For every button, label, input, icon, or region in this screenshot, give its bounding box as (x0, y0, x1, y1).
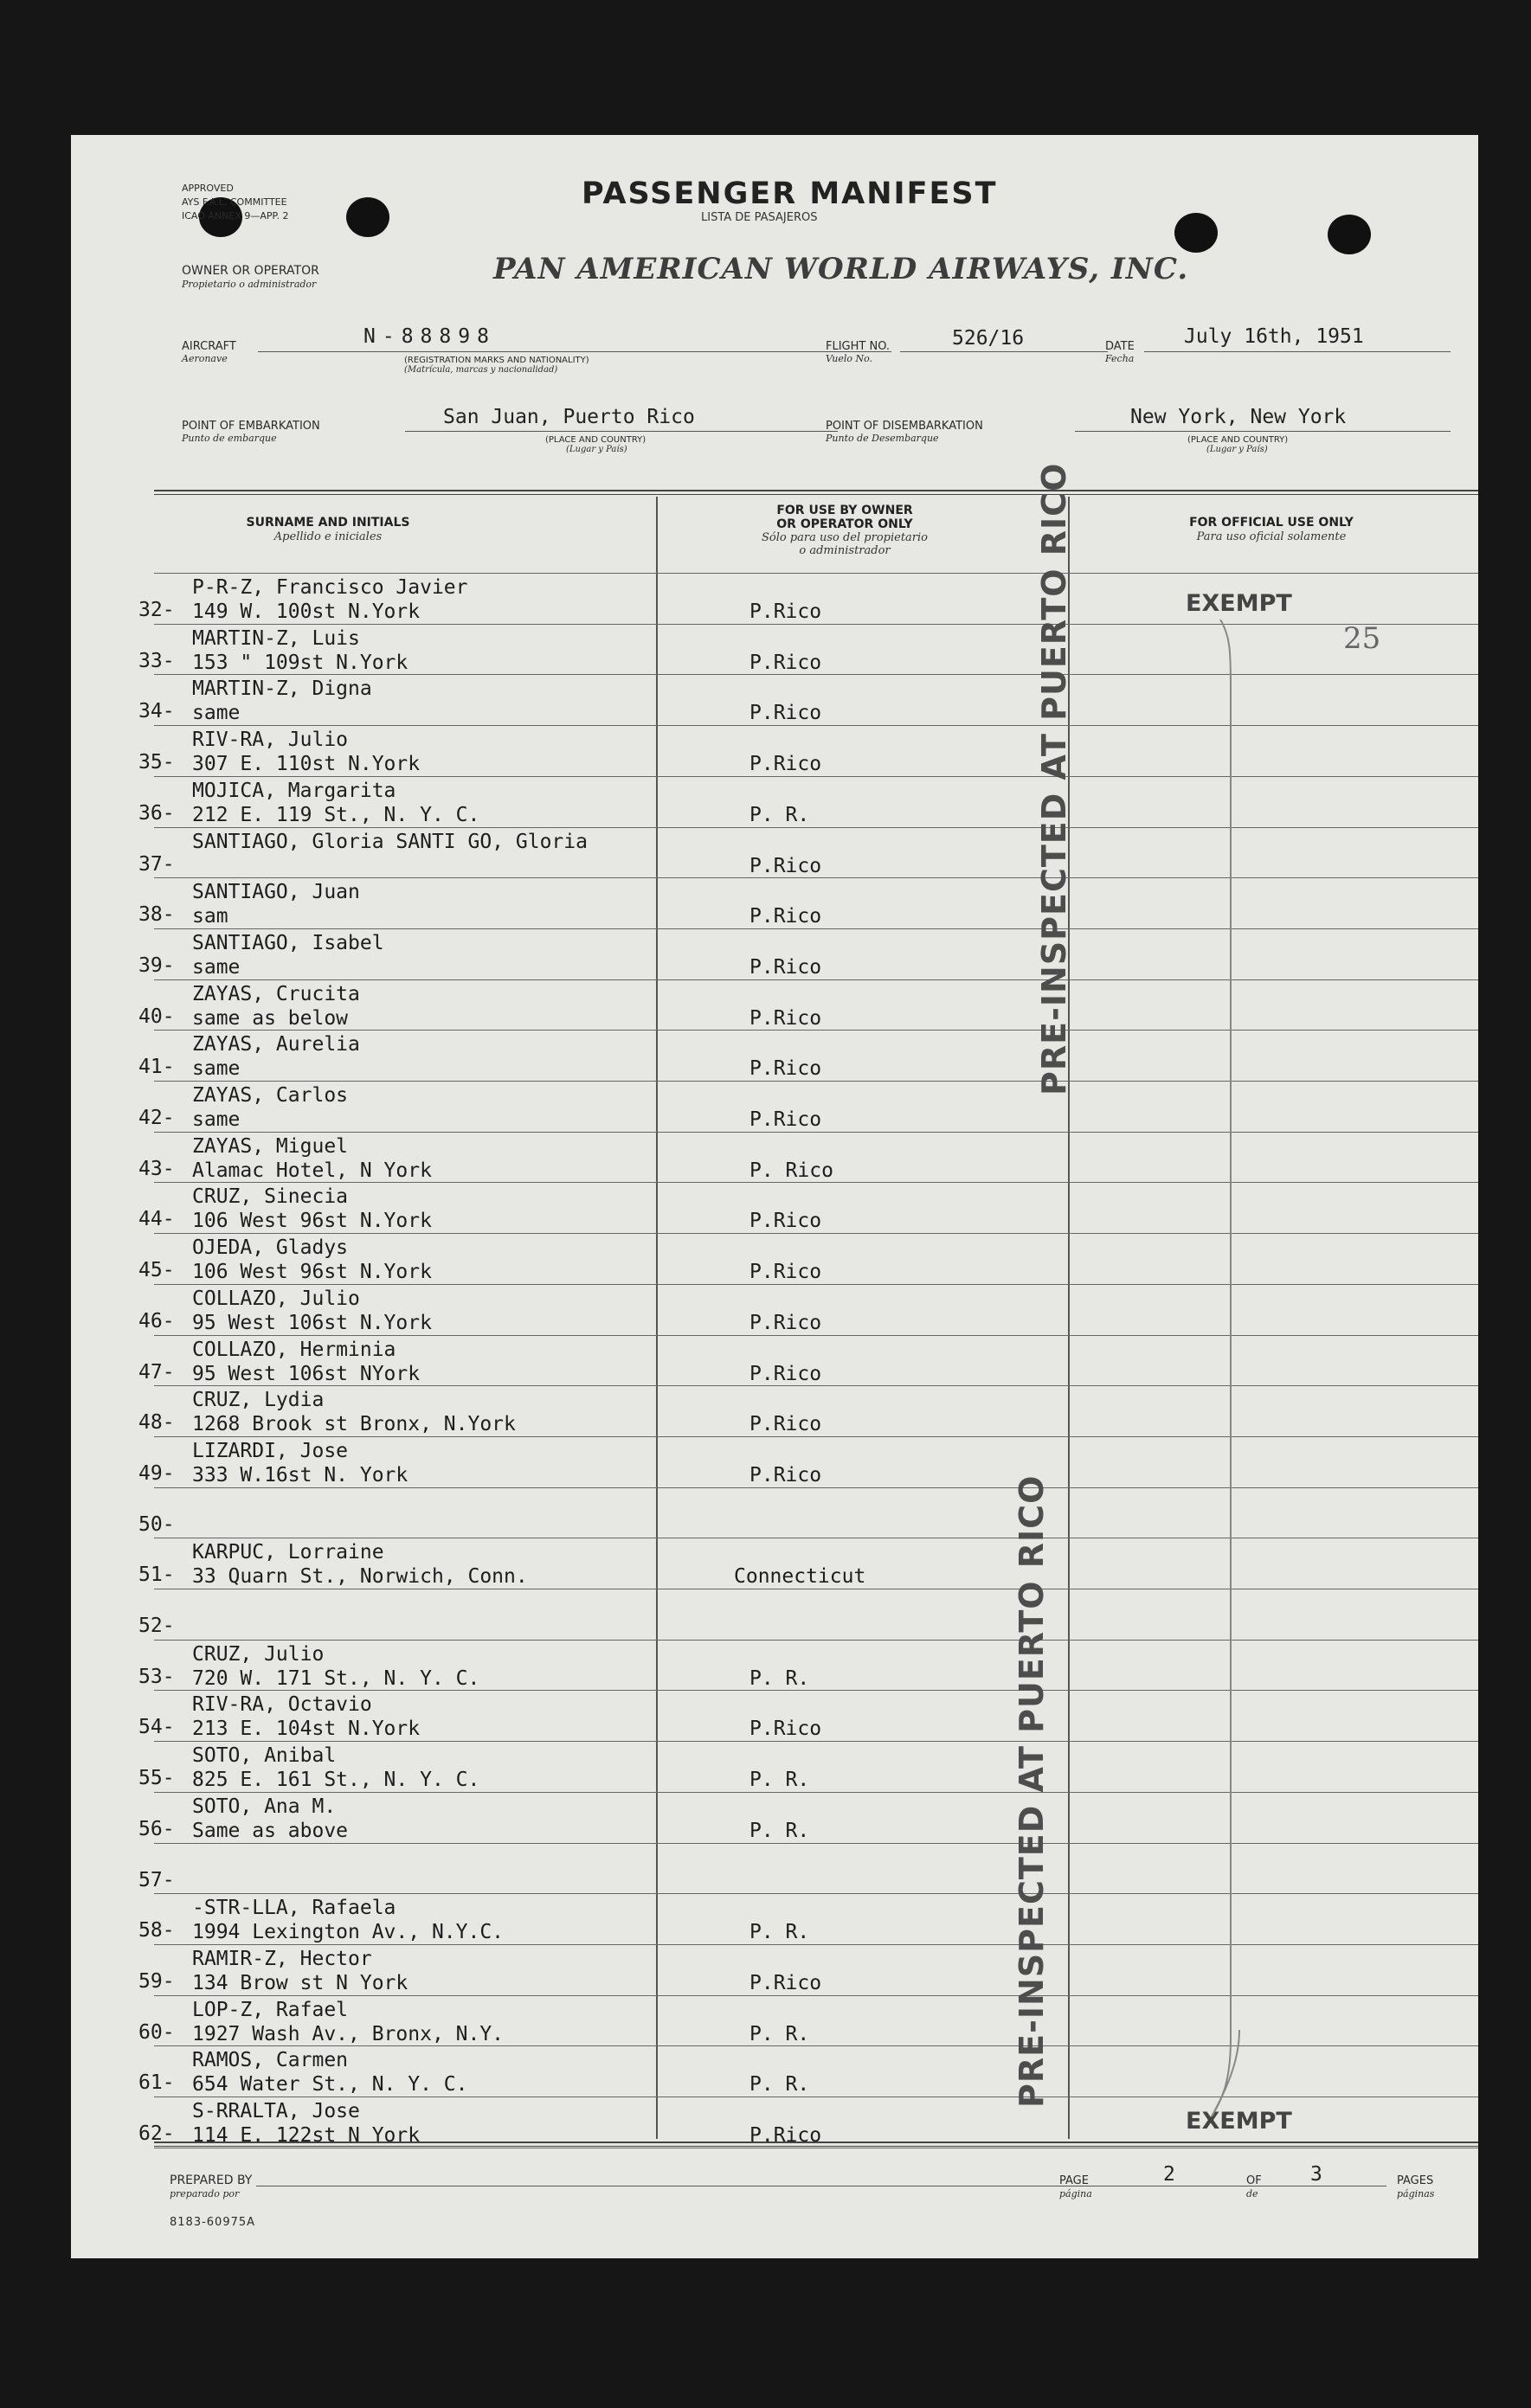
passenger-name: LOP-Z, Rafael (192, 1999, 349, 2021)
passenger-address: 307 E. 110st N.York (192, 753, 421, 775)
passenger-address: 114 E. 122st N York (192, 2124, 421, 2147)
disembark-place-note-es: (Lugar y País) (1206, 445, 1268, 454)
punch-hole (1328, 215, 1371, 254)
operator-note: P.Rico (749, 753, 822, 775)
official-count: 25 (1343, 621, 1381, 656)
row-number: 58- (138, 1919, 175, 1942)
passenger-address: 1927 Wash Av., Bronx, N.Y. (192, 2023, 505, 2045)
row-number: 36- (138, 802, 175, 825)
col-surname-head: SURNAME AND INITIALS (246, 516, 410, 530)
of-label: OF (1246, 2174, 1262, 2187)
row-number: 59- (138, 1970, 175, 1993)
row-number: 33- (138, 650, 175, 672)
flight-label-es: Vuelo No. (826, 353, 873, 364)
flight-label: FLIGHT NO. (826, 340, 891, 353)
passenger-name: S-RRALTA, Jose (192, 2100, 360, 2122)
aircraft-note-es: (Matrícula, marcas y nacionalidad) (404, 365, 558, 375)
embark-place-note: (PLACE AND COUNTRY) (545, 435, 646, 445)
punch-hole (346, 197, 389, 237)
operator-note: P.Rico (749, 1108, 822, 1131)
passenger-address: 149 W. 100st N.York (192, 600, 421, 623)
operator-note: P.Rico (749, 1413, 822, 1435)
operator-note: P.Rico (749, 702, 822, 724)
exempt-stamp-top: EXEMPT (1186, 590, 1292, 617)
owner-label-es: Propietario o administrador (182, 279, 317, 290)
col-official-head-es: Para uso oficial solamente (1196, 530, 1347, 543)
passenger-name: ZAYAS, Crucita (192, 983, 360, 1005)
passenger-address: same (192, 1108, 241, 1131)
passenger-address: 106 West 96st N.York (192, 1261, 432, 1283)
passenger-address: 1268 Brook st Bronx, N.York (192, 1413, 516, 1435)
passenger-address: same (192, 1057, 241, 1080)
row-number: 35- (138, 751, 175, 774)
embark-label-es: Punto de embarque (182, 433, 277, 444)
preinspected-stamp-2: PRE-INSPECTED AT PUERTO RICO (1013, 1474, 1051, 2108)
prepared-label-es: preparado por (170, 2188, 240, 2199)
disembark-value: New York, New York (1130, 406, 1347, 428)
passenger-address: 33 Quarn St., Norwich, Conn. (192, 1565, 528, 1588)
row-number: 32- (138, 599, 175, 621)
passenger-address: 654 Water St., N. Y. C. (192, 2073, 468, 2096)
row-number: 55- (138, 1767, 175, 1789)
col-operator-head-2: OR OPERATOR ONLY (776, 517, 913, 531)
row-number: 56- (138, 1818, 175, 1840)
operator-note: P. R. (749, 1921, 810, 1943)
operator-note: P.Rico (749, 1007, 822, 1030)
operator-note: P.Rico (749, 1312, 822, 1334)
operator-note: P. R. (749, 2073, 810, 2096)
operator-note: P.Rico (749, 1210, 822, 1232)
pages-label: PAGES (1397, 2174, 1434, 2187)
date-label: DATE (1105, 340, 1135, 353)
col-operator-head-1: FOR USE BY OWNER (776, 504, 913, 517)
passenger-name: SOTO, Anibal (192, 1744, 337, 1767)
passenger-name: ZAYAS, Carlos (192, 1084, 349, 1107)
passenger-name: SANTIAGO, Isabel (192, 932, 384, 954)
pages-label-es: páginas (1397, 2188, 1435, 2199)
passenger-address: 95 West 106st N.York (192, 1312, 432, 1334)
date-label-es: Fecha (1105, 353, 1135, 364)
row-number: 51- (138, 1564, 175, 1586)
passenger-address: Same as above (192, 1820, 349, 1842)
flight-value: 526/16 (952, 327, 1025, 350)
operator-note: P. R. (749, 1667, 810, 1690)
passenger-name: SOTO, Ana M. (192, 1795, 337, 1818)
manifest-page (71, 135, 1478, 2258)
passenger-address: 212 E. 119 St., N. Y. C. (192, 804, 480, 826)
pencil-bracket-mark (1110, 620, 1283, 2125)
passenger-name: RIV-RA, Julio (192, 729, 349, 751)
approval-line-2: AYS F.A.L. COMMITTEE (182, 196, 287, 208)
passenger-name: OJEDA, Gladys (192, 1236, 349, 1259)
operator-note: P.Rico (749, 956, 822, 979)
row-number: 44- (138, 1208, 175, 1230)
passenger-name: RAMIR-Z, Hector (192, 1948, 372, 1970)
passenger-name: ZAYAS, Aurelia (192, 1033, 360, 1056)
passenger-name: COLLAZO, Julio (192, 1287, 360, 1310)
operator-note: P. R. (749, 804, 810, 826)
owner-label: OWNER OR OPERATOR (182, 264, 319, 278)
col-official-head: FOR OFFICIAL USE ONLY (1189, 516, 1354, 530)
passenger-name: RAMOS, Carmen (192, 2049, 349, 2071)
passenger-name: MARTIN-Z, Digna (192, 677, 372, 700)
passenger-address: same (192, 956, 241, 979)
passenger-name: MOJICA, Margarita (192, 780, 396, 802)
passenger-name: -STR-LLA, Rafaela (192, 1897, 396, 1919)
row-number: 40- (138, 1005, 175, 1028)
row-number: 57- (138, 1869, 175, 1891)
disembark-label-es: Punto de Desembarque (826, 433, 939, 444)
exempt-stamp-bottom: EXEMPT (1186, 2108, 1292, 2135)
row-number: 46- (138, 1310, 175, 1332)
row-number: 43- (138, 1158, 175, 1180)
operator-note: Connecticut (734, 1565, 866, 1588)
operator-note: P. R. (749, 1820, 810, 1842)
row-number: 53- (138, 1666, 175, 1688)
prepared-label: PREPARED BY (170, 2174, 253, 2187)
row-number: 48- (138, 1411, 175, 1434)
passenger-address: sam (192, 905, 228, 928)
passenger-address: 95 West 106st NYork (192, 1363, 421, 1385)
page-value: 2 (1163, 2163, 1175, 2186)
passenger-address: 333 W.16st N. York (192, 1464, 408, 1487)
aircraft-note: (REGISTRATION MARKS AND NATIONALITY) (404, 356, 589, 365)
passenger-address: 153 " 109st N.York (192, 652, 408, 674)
operator-note: P.Rico (749, 1464, 822, 1487)
row-number: 52- (138, 1615, 175, 1637)
form-title-es: LISTA DE PASAJEROS (701, 211, 818, 224)
operator-note: P.Rico (749, 1718, 822, 1740)
passenger-address: same (192, 702, 241, 724)
of-value: 3 (1310, 2163, 1322, 2186)
row-number: 37- (138, 853, 175, 876)
row-number: 45- (138, 1259, 175, 1281)
col-operator-head-es-1: Sólo para uso del propietario (761, 531, 929, 544)
row-number: 39- (138, 954, 175, 977)
date-value: July 16th, 1951 (1184, 325, 1364, 348)
aircraft-value: N-88898 (363, 325, 496, 348)
punch-hole (1174, 213, 1218, 253)
approval-line-3: ICAO ANNEX 9—APP. 2 (182, 210, 289, 222)
passenger-address: 134 Brow st N York (192, 1972, 408, 1994)
passenger-name: MARTIN-Z, Luis (192, 627, 360, 650)
embark-label: POINT OF EMBARKATION (182, 420, 320, 433)
row-number: 49- (138, 1462, 175, 1485)
passenger-name: COLLAZO, Herminia (192, 1339, 396, 1361)
passenger-address: 213 E. 104st N.York (192, 1718, 421, 1740)
row-number: 61- (138, 2071, 175, 2094)
row-number: 62- (138, 2122, 175, 2145)
passenger-address: 1994 Lexington Av., N.Y.C. (192, 1921, 505, 1943)
form-title: PASSENGER MANIFEST (582, 177, 998, 211)
col-operator-head-es-2: o administrador (799, 544, 891, 557)
row-number: 54- (138, 1716, 175, 1738)
row-number: 47- (138, 1361, 175, 1384)
passenger-name: CRUZ, Lydia (192, 1389, 325, 1411)
passenger-address: 720 W. 171 St., N. Y. C. (192, 1667, 480, 1690)
passenger-name: ZAYAS, Miguel (192, 1135, 349, 1158)
row-number: 34- (138, 700, 175, 722)
row-number: 41- (138, 1056, 175, 1078)
passenger-name: SANTIAGO, Gloria SANTI GO, Gloria (192, 831, 588, 853)
disembark-place-note: (PLACE AND COUNTRY) (1187, 435, 1289, 445)
operator-note: P.Rico (749, 1972, 822, 1994)
passenger-address: 825 E. 161 St., N. Y. C. (192, 1769, 480, 1791)
operator-note: P.Rico (749, 600, 822, 623)
passenger-name: CRUZ, Julio (192, 1643, 325, 1666)
operator-note: P.Rico (749, 1057, 822, 1080)
form-code: 8183-60975A (170, 2216, 256, 2229)
page-label: PAGE (1059, 2174, 1089, 2187)
passenger-name: RIV-RA, Octavio (192, 1693, 372, 1716)
passenger-name: SANTIAGO, Juan (192, 881, 360, 903)
operator-note: P.Rico (749, 2124, 822, 2147)
approval-line-1: APPROVED (182, 183, 234, 194)
passenger-address: same as below (192, 1007, 349, 1030)
aircraft-label-es: Aeronave (182, 353, 228, 364)
passenger-name: LIZARDI, Jose (192, 1440, 349, 1462)
passenger-address: 106 West 96st N.York (192, 1210, 432, 1232)
passenger-name: P-R-Z, Francisco Javier (192, 576, 468, 599)
row-number: 42- (138, 1107, 175, 1129)
disembark-label: POINT OF DISEMBARKATION (826, 420, 983, 433)
operator-note: P.Rico (749, 652, 822, 674)
row-number: 50- (138, 1513, 175, 1536)
of-label-es: de (1246, 2188, 1258, 2199)
row-number: 60- (138, 2021, 175, 2044)
operator-note: P.Rico (749, 855, 822, 877)
passenger-address: Alamac Hotel, N York (192, 1159, 432, 1182)
embark-value: San Juan, Puerto Rico (443, 406, 695, 428)
operator-note: P.Rico (749, 905, 822, 928)
page-label-es: página (1059, 2188, 1092, 2199)
owner-value: PAN AMERICAN WORLD AIRWAYS, INC. (493, 252, 1189, 286)
embark-place-note-es: (Lugar y País) (566, 445, 627, 454)
row-number: 38- (138, 903, 175, 926)
operator-note: P.Rico (749, 1261, 822, 1283)
operator-note: P. R. (749, 2023, 810, 2045)
operator-note: P.Rico (749, 1363, 822, 1385)
preinspected-stamp-1: PRE-INSPECTED AT PUERTO RICO (1035, 462, 1073, 1095)
passenger-name: CRUZ, Sinecia (192, 1185, 349, 1208)
col-surname-head-es: Apellido e iniciales (273, 530, 383, 543)
operator-note: P. R. (749, 1769, 810, 1791)
operator-note: P. Rico (749, 1159, 833, 1182)
passenger-name: KARPUC, Lorraine (192, 1541, 384, 1564)
aircraft-label: AIRCRAFT (182, 340, 236, 353)
